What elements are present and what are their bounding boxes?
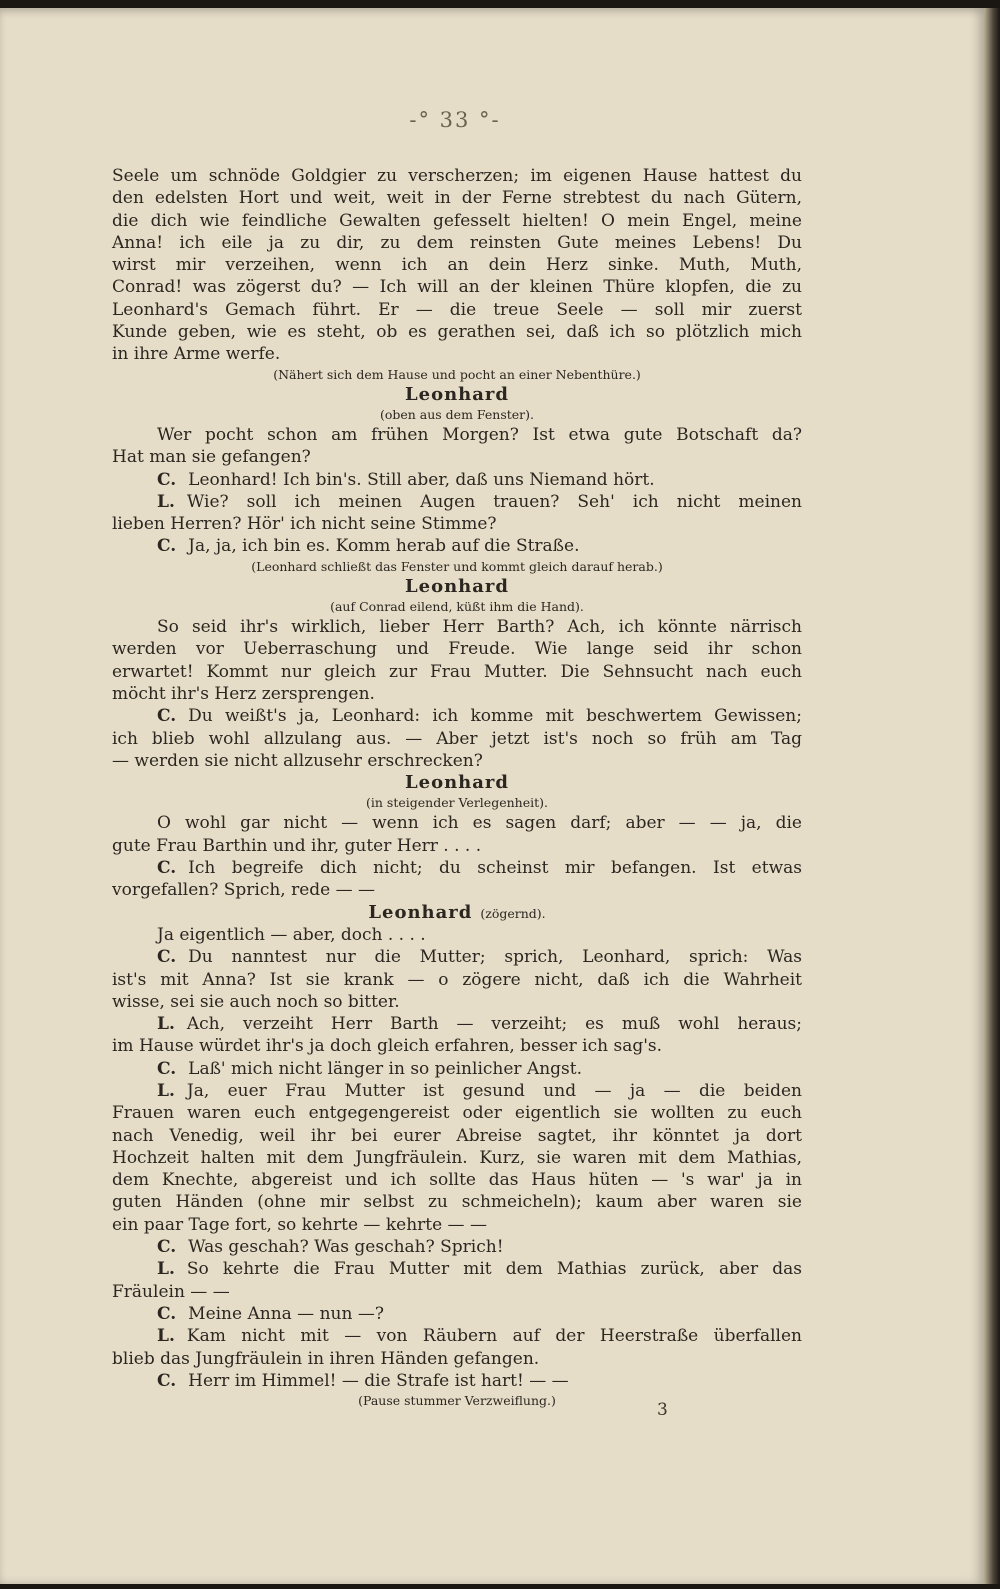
line-text: Meine Anna — nun —? (188, 1303, 384, 1324)
line-text: Laß' mich nicht länger in so peinlicher Angst. (188, 1058, 583, 1079)
page-text (112, 165, 802, 1410)
text-line: Frauen waren euch entgegengereist oder eigentlich sie wollten zu euch (112, 1103, 802, 1124)
text-line: ist's mit Anna? Ist sie krank — o zögere nicht, daß ich die Wahrheit (112, 969, 802, 990)
text-line: nach Venedig, weil ihr bei eurer Abreise sagtet, ihr könntet ja dort (112, 1125, 802, 1146)
line-text: Ja, euer Frau Mutter ist gesund und — ja — die beiden (186, 1080, 802, 1101)
line-text: Ich begreife dich nicht; du scheinst mir befangen. Ist etwas (188, 858, 802, 879)
text-line: gute Frau Barthin und ihr, guter Herr . . . . (112, 835, 482, 856)
line-text: Herr im Himmel! — die Strafe ist hart! — — (188, 1370, 569, 1391)
dialogue-line (112, 1236, 802, 1258)
dialogue-line (112, 946, 802, 968)
dialogue-line (112, 1325, 802, 1347)
text-line: — werden sie nicht allzusehr erschrecken? (112, 750, 483, 771)
dialogue-line (112, 857, 802, 879)
speaker-abbrev: C. (157, 1058, 177, 1079)
dialogue-line (112, 1058, 802, 1080)
line-text: Leonhard! Ich bin's. Still aber, daß uns Niemand hört. (188, 469, 655, 490)
dialogue-line (112, 1080, 802, 1102)
speaker-abbrev: C. (157, 1370, 177, 1391)
stage-direction: (zögernd). (480, 905, 546, 921)
text-line: Anna! ich eile ja zu dir, zu dem reinsten Gute meines Lebens! Du (112, 232, 802, 253)
stage-direction: (oben aus dem Fenster). (379, 406, 535, 422)
speaker-abbrev: C. (157, 1237, 177, 1258)
text-line: Wer pocht schon am frühen Morgen? Ist etwa gute Botschaft da? (157, 424, 802, 445)
text-line: wisse, sei sie auch noch so bitter. (112, 991, 400, 1012)
speaker-heading (112, 902, 802, 924)
speaker-abbrev: L. (157, 1259, 175, 1280)
text-line: Ja eigentlich — aber, doch . . . . (157, 924, 426, 945)
text-line: in ihre Arme werfe. (112, 344, 281, 365)
speaker-name: Leonhard (368, 901, 473, 923)
stage-direction: (Pause stummer Verzweiflung.) (358, 1393, 556, 1409)
dialogue-line (112, 1303, 802, 1325)
stage-direction: (Leonhard schließt das Fenster und kommt gleich darauf herab.) (251, 558, 663, 574)
text-line: Conrad! was zögerst du? — Ich will an der kleinen Thüre klopfen, die zu (112, 277, 802, 298)
text-line: die dich wie feindliche Gewalten gefesselt hielten! O mein Engel, meine (112, 210, 802, 231)
text-line: ein paar Tage fort, so kehrte — kehrte — — (112, 1214, 487, 1235)
stage-direction: (in steigender Verlegenheit). (366, 795, 548, 811)
dialogue-line (112, 535, 802, 557)
speaker-heading: Leonhard (404, 772, 510, 794)
stage-direction: (auf Conrad eilend, küßt ihm die Hand). (330, 599, 584, 615)
speaker-abbrev: L. (157, 491, 175, 512)
text-line: blieb das Jungfräulein in ihren Händen gefangen. (112, 1348, 540, 1369)
text-line: guten Händen (ohne mir selbst zu schmeicheln); kaum aber waren sie (112, 1192, 802, 1213)
text-line: erwartet! Kommt nur gleich zur Frau Mutter. Die Sehnsucht nach euch (112, 661, 802, 682)
text-line: Hat man sie gefangen? (112, 447, 311, 468)
line-text: Du weißt's ja, Leonhard: ich komme mit beschwertem Gewissen; (188, 706, 802, 727)
text-line: Leonhard's Gemach führt. Er — die treue Seele — soll mir zuerst (112, 299, 802, 320)
line-text: Wie? soll ich meinen Augen trauen? Seh' ich nicht meinen (186, 491, 802, 512)
dialogue-line (112, 491, 802, 513)
text-line: Hochzeit halten mit dem Jungfräulein. Kurz, sie waren mit dem Mathias, (112, 1147, 802, 1168)
speaker-abbrev: C. (157, 858, 177, 879)
line-text: Kam nicht mit — von Räubern auf der Heerstraße überfallen (186, 1326, 802, 1347)
dialogue-line (112, 1013, 802, 1035)
line-text: Ach, verzeiht Herr Barth — verzeiht; es muß wohl heraus; (186, 1014, 802, 1035)
dialogue-line (112, 469, 802, 491)
speaker-abbrev: C. (157, 536, 177, 557)
text-line: werden vor Ueberraschung und Freude. Wie lange seid ihr schon (112, 639, 802, 660)
text-line: Seele um schnöde Goldgier zu verscherzen; im eigenen Hause hattest du (112, 166, 802, 186)
text-line: ich blieb wohl allzulang aus. — Aber jetzt ist's noch so früh am Tag (112, 728, 802, 749)
speaker-heading: Leonhard (404, 383, 510, 405)
text-line: den edelsten Hort und weit, weit in der Ferne strebtest du nach Gütern, (112, 188, 802, 209)
speaker-abbrev: C. (157, 706, 177, 727)
text-line: Kunde geben, wie es steht, ob es gerathen sei, daß ich so plötzlich mich (112, 322, 802, 343)
line-text: Du nanntest nur die Mutter; sprich, Leonhard, sprich: Was (188, 947, 802, 968)
dialogue-line (112, 705, 802, 727)
speaker-abbrev: L. (157, 1326, 175, 1347)
speaker-abbrev: L. (157, 1080, 175, 1101)
page-edge (984, 8, 1000, 1584)
line-text: Was geschah? Was geschah? Sprich! (188, 1237, 504, 1258)
line-text: So kehrte die Frau Mutter mit dem Mathias zurück, aber das (186, 1259, 802, 1280)
text-line: O wohl gar nicht — wenn ich es sagen darf; aber — — ja, die (157, 813, 802, 834)
text-line: vorgefallen? Sprich, rede — — (112, 880, 376, 901)
text-line: Fräulein — — (112, 1281, 230, 1302)
page-number: -° 33 °- (409, 108, 501, 132)
speaker-abbrev: C. (157, 1303, 177, 1324)
text-line: So seid ihr's wirklich, lieber Herr Barth? Ach, ich könnte närrisch (157, 617, 802, 638)
speaker-abbrev: C. (157, 947, 177, 968)
speaker-heading: Leonhard (404, 575, 510, 597)
stage-direction: (Nähert sich dem Hause und pocht an einer Nebenthüre.) (273, 366, 641, 382)
speaker-abbrev: C. (157, 469, 177, 490)
line-text: Ja, ja, ich bin es. Komm herab auf die Straße. (188, 536, 580, 557)
text-line: im Hause würdet ihr's ja doch gleich erfahren, besser ich sag's. (112, 1036, 663, 1057)
text-line: möcht ihr's Herz zersprengen. (112, 683, 375, 704)
text-line: wirst mir verzeihen, wenn ich an dein Herz sinke. Muth, Muth, (112, 255, 802, 276)
dialogue-line (112, 1370, 802, 1392)
signature-mark: 3 (657, 1400, 668, 1420)
dialogue-line (112, 1258, 802, 1280)
text-line: lieben Herren? Hör' ich nicht seine Stimme? (112, 514, 497, 535)
text-line: dem Knechte, abgereist und ich sollte das Haus hüten — 's war' ja in (112, 1170, 802, 1191)
book-page (0, 8, 984, 1584)
speaker-abbrev: L. (157, 1014, 175, 1035)
